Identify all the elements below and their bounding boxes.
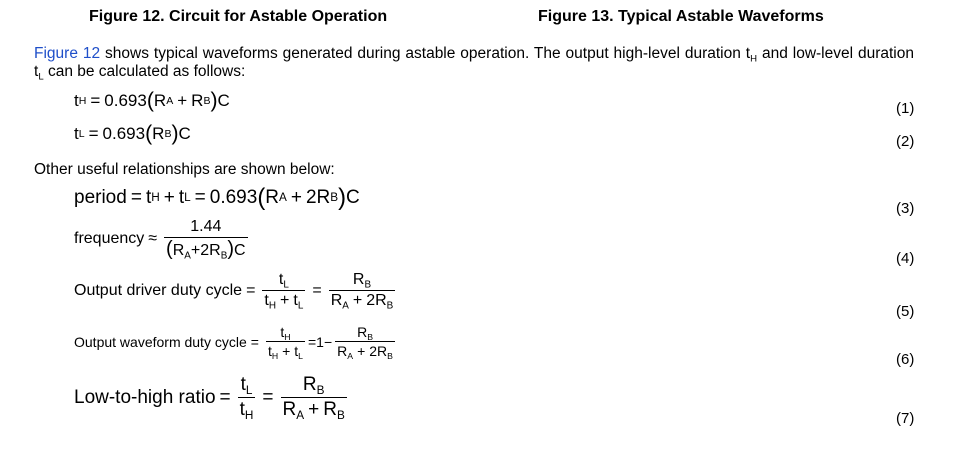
equation-7: Low-to-high ratio = $\frac{t_L}{t_H}$ = $\frac{R_B}{R_A + R_B}$: [74, 374, 345, 423]
equation-1: t H = 0.693 ( R A + R B ) C: [74, 88, 230, 112]
equation-3: period = t H + t L = 0.693 ( R A + 2 R B ) C: [74, 184, 360, 211]
intro-sub-h: H: [750, 53, 758, 65]
figure-13-caption: Figure 13. Typical Astable Waveforms: [538, 8, 824, 25]
equation-number-5: (5): [896, 303, 915, 320]
intro-text-2: and low-level duration t: [34, 45, 914, 80]
figure-12-caption: Figure 12. Circuit for Astable Operation: [89, 8, 388, 25]
equation-number-6: (6): [896, 351, 915, 368]
equation-number-7: (7): [896, 410, 915, 427]
intro-text-3: can be calculated as follows:: [43, 63, 246, 80]
equation-number-2: (2): [896, 133, 915, 150]
intro-paragraph: [34, 45, 914, 81]
figure-12-link[interactable]: Figure 12: [34, 45, 101, 62]
equation-2: t L = 0.693 ( R B ) C: [74, 121, 191, 145]
other-relationships-text: Other useful relationships are shown below:: [34, 161, 335, 178]
equation-6: Output waveform duty cycle = $\frac{t_H}{t_H + t_L}$ =1− $\frac{R_B}{R_A + 2R_B}$: [74, 324, 393, 362]
intro-text: shows typical waveforms generated during astable operation. The output high-level duration t: [100, 45, 751, 62]
equation-5: Output driver duty cycle = $\frac{t_L}{t_H + t_L}$ = $\frac{R_B}{R_A + 2R_B}$: [74, 271, 394, 312]
equation-4: frequency ≈ $\frac{1.44}{(R_A+2R_B)C}$: [74, 218, 246, 262]
equation-number-3: (3): [896, 200, 915, 217]
intro-sub-l: L: [38, 71, 44, 83]
equation-number-1: (1): [896, 100, 915, 117]
equation-number-4: (4): [896, 250, 915, 267]
